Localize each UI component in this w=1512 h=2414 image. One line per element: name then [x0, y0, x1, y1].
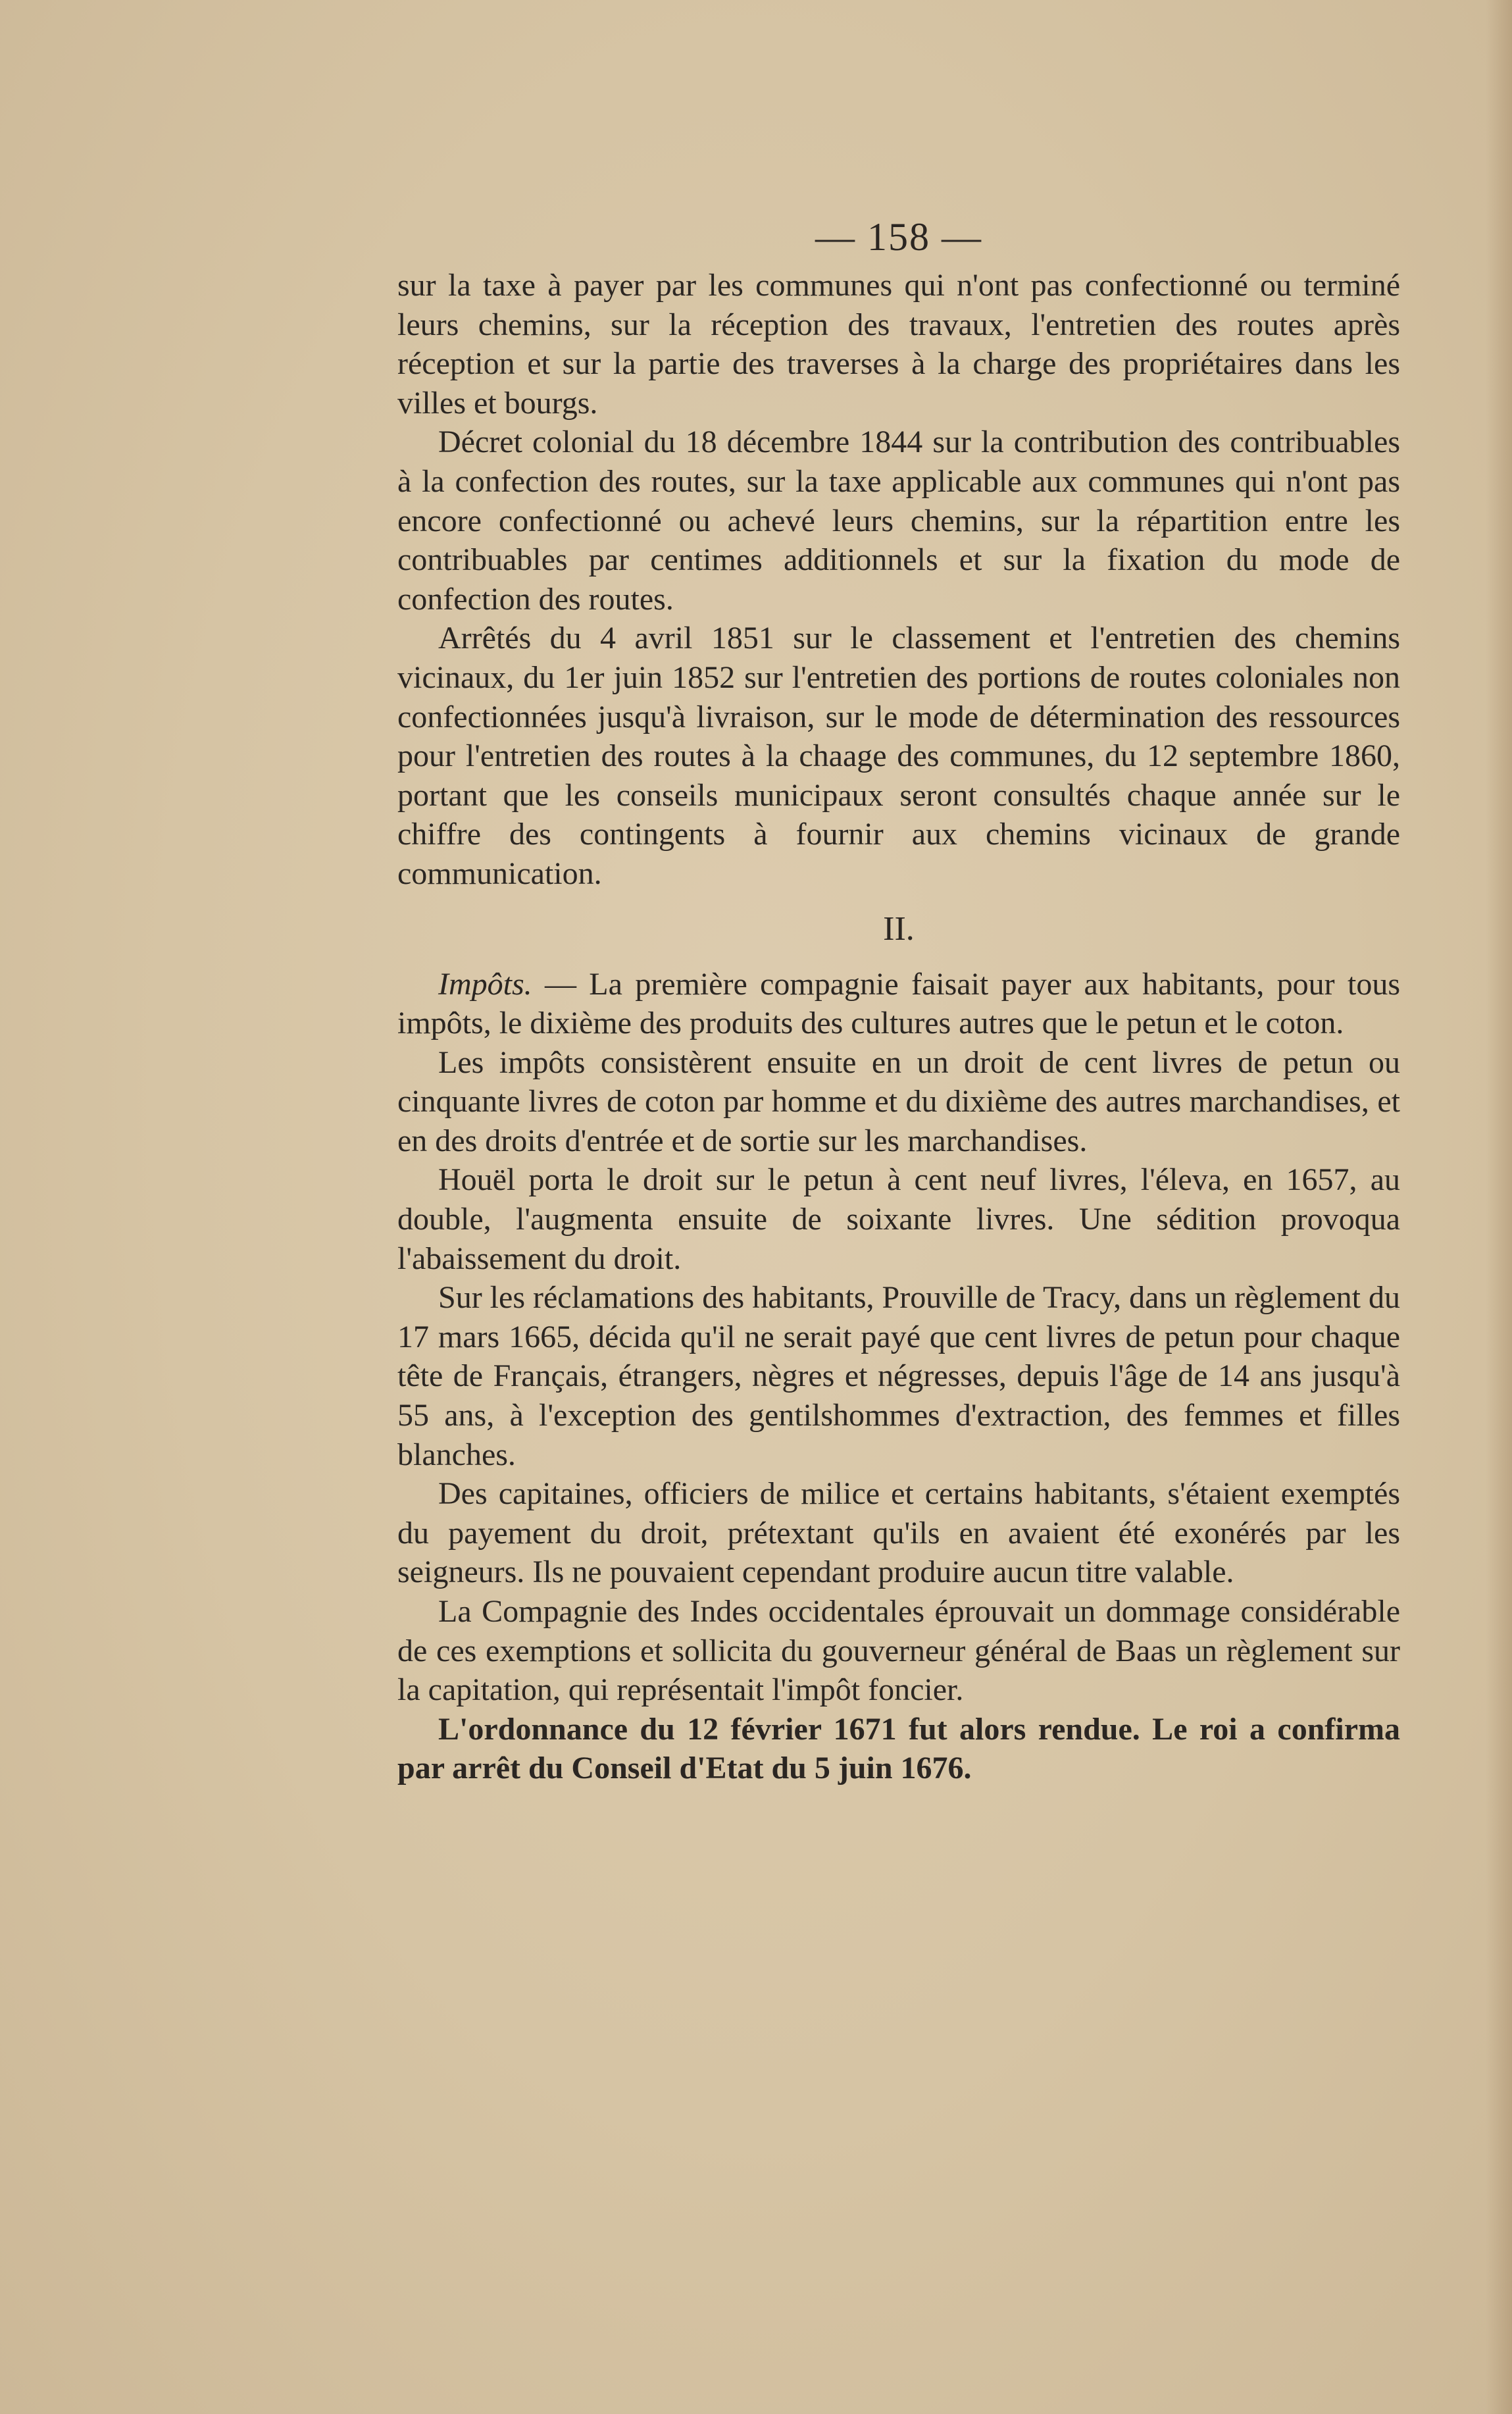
- impots-lead: Impôts.: [438, 966, 532, 1002]
- paragraph-compagnie: La Compagnie des Indes occidentales éprouvait un dommage considérable de ces exemptions et sollicita du gouverneur général de Baas un règlement sur la capitation, qui représentait l'impôt foncier.: [397, 1594, 1400, 1708]
- paragraph-ordonnance: L'ordonnance du 12 février 1671 fut alors rendue. Le roi a confirma par arrêt du Conseil d'Etat du 5 juin 1676.: [397, 1711, 1400, 1786]
- section-heading: II.: [883, 910, 915, 948]
- impots-text: — La première compagnie faisait payer aux habitants, pour tous impôts, le dixième des produits des cultures autres que le petun et le coton.: [397, 966, 1400, 1041]
- page-edge-shadow: [1486, 0, 1512, 2414]
- page-text-block: [397, 211, 1400, 1788]
- paragraph-impots-ensuite: Les impôts consistèrent ensuite en un droit de cent livres de petun ou cinquante livres de coton par homme et du dixième des autres marchandises, et en des droits d'entrée et de sortie sur les marchandises.: [397, 1044, 1400, 1158]
- paragraph-impots: [397, 965, 1400, 1043]
- paragraph-arretes: Arrêtés du 4 avril 1851 sur le classement et l'entretien des chemins vicinaux, du 1er juin 1852 sur l'entretien des portions de routes coloniales non confectionnées jusqu'à livraison, sur le mode de détermination des ressources pour l'entretien des routes à la chaage des communes, du 12 septembre 1860, portant que les conseils municipaux seront consultés chaque année sur le chiffre des contingents à fournir aux chemins vicinaux de grande communication.: [397, 621, 1400, 891]
- paragraph-decret: Décret colonial du 18 décembre 1844 sur la contribution des contribuables à la confection des routes, sur la taxe applicable aux communes qui n'ont pas encore confectionné ou achevé leurs chemins, sur la répartition entre les contribuables par centimes additionnels et sur la fixation du mode de confection des routes.: [397, 424, 1400, 617]
- paragraph-reclamations: Sur les réclamations des habitants, Prouville de Tracy, dans un règlement du 17 mars 1665, décida qu'il ne serait payé que cent livres de petun pour chaque tête de Français, étrangers, nègres et négresses, depuis l'âge de 14 ans jusqu'à 55 ans, à l'exception des gentilshommes d'extraction, des femmes et filles blanches.: [397, 1280, 1400, 1472]
- paragraph-capitaines: Des capitaines, officiers de milice et certains habitants, s'étaient exemptés du payement du droit, prétextant qu'ils en avaient été exonérés par les seigneurs. Ils ne pouvaient cependant produire aucun titre valable.: [397, 1476, 1400, 1590]
- paragraph-houel: Houël porta le droit sur le petun à cent neuf livres, l'éleva, en 1657, au double, l'augmenta ensuite de soixante livres. Une sédition provoqua l'abaissement du droit.: [397, 1162, 1400, 1276]
- page-number: — 158 —: [815, 215, 982, 259]
- paragraph-taxe: sur la taxe à payer par les communes qui n'ont pas confectionné ou terminé leurs chemins, sur la réception des travaux, l'entretien des routes après réception et sur la partie des traverses à la charge des propriétaires dans les villes et bourgs.: [397, 268, 1400, 421]
